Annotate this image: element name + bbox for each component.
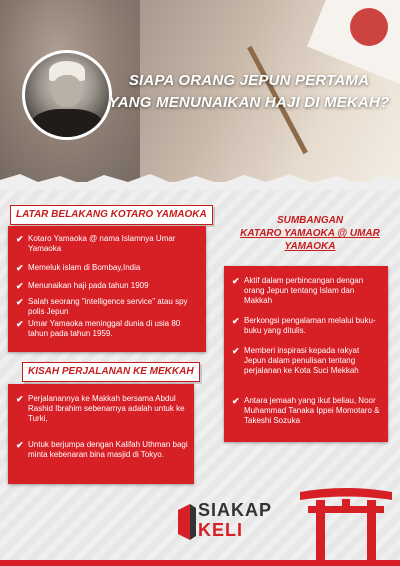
- check-icon: ✔: [16, 297, 24, 307]
- contribution-box: [224, 266, 388, 442]
- headline: [104, 70, 394, 114]
- check-icon: ✔: [16, 234, 24, 244]
- background-item: ✔ Menunaikan haji pada tahun 1909: [16, 281, 149, 291]
- contribution-item: ✔ Memberi inspirasi kepada rakyat Jepun dalam penulisan tentang perjalanan ke Kota Suci Mekkah: [232, 346, 360, 375]
- background-item: ✔ Salah seorang "intelligence service" atau spy polis Jepun: [16, 297, 188, 316]
- torii-gate-icon: [298, 482, 394, 566]
- journey-item: ✔ Untuk berjumpa dengan Kalifah Uthman bagi minta kebenaran bina masjid di Tokyo.: [16, 440, 188, 459]
- headline-line-2: YANG MENUNAIKAN HAJI DI MEKAH?: [108, 94, 390, 111]
- background-item: ✔ Kotaro Yamaoka @ nama Islamnya Umar Yamaoka: [16, 234, 176, 253]
- coat-shape: [31, 109, 103, 140]
- check-icon: ✔: [16, 440, 24, 450]
- japan-flag-sun-image: [350, 8, 388, 46]
- check-icon: ✔: [16, 319, 24, 329]
- contribution-title-line-2: KATARO YAMAOKA @ UMAR YAMAOKA: [240, 228, 380, 252]
- hero-banner: [0, 0, 400, 182]
- check-icon: ✔: [232, 396, 240, 406]
- journey-item: ✔ Perjalanannya ke Makkah bersama Abdul Rashid Ibrahim sebenarnya adalah untuk ke Turki,: [16, 394, 185, 423]
- background-section-title: LATAR BELAKANG KOTARO YAMAOKA: [10, 205, 213, 225]
- contribution-item: ✔ Berkongsi pengalaman melalui buku-buku yang ditulis.: [232, 316, 376, 335]
- logo-text-bottom: KELI: [198, 520, 244, 540]
- contribution-title-line-1: SUMBANGAN: [276, 215, 344, 226]
- check-icon: ✔: [232, 276, 240, 286]
- journey-box: [8, 384, 194, 484]
- check-icon: ✔: [232, 316, 240, 326]
- headline-line-1: SIAPA ORANG JEPUN PERTAMA: [128, 72, 370, 89]
- check-icon: ✔: [16, 394, 24, 404]
- contribution-item: ✔ Aktif dalam perbincangan dengan orang Jepun tentang Islam dan Makkah: [232, 276, 364, 305]
- check-icon: ✔: [16, 281, 24, 291]
- journey-section-title: KISAH PERJALANAN KE MEKKAH: [22, 362, 200, 382]
- check-icon: ✔: [16, 263, 24, 273]
- contribution-section-title: [222, 214, 398, 253]
- background-item: ✔ Memeluk islam di Bombay,India: [16, 263, 141, 273]
- background-box: [8, 226, 206, 352]
- contribution-item: ✔ Antara jemaah yang ikut beliau, Noor Muhammad Tanaka Ippei Momotaro & Takeshi Sozuka: [232, 396, 380, 425]
- face-shape: [52, 75, 82, 107]
- portrait-photo: [22, 50, 112, 140]
- bottom-accent-bar: [0, 560, 400, 566]
- logo-mark-icon: [176, 502, 198, 542]
- check-icon: ✔: [232, 346, 240, 356]
- logo-text-top: SIAKAP: [198, 500, 273, 520]
- siakap-keli-logo: [176, 498, 296, 548]
- background-item: ✔ Umar Yamaoka meninggal dunia di usia 80 tahun pada tahun 1959.: [16, 319, 181, 338]
